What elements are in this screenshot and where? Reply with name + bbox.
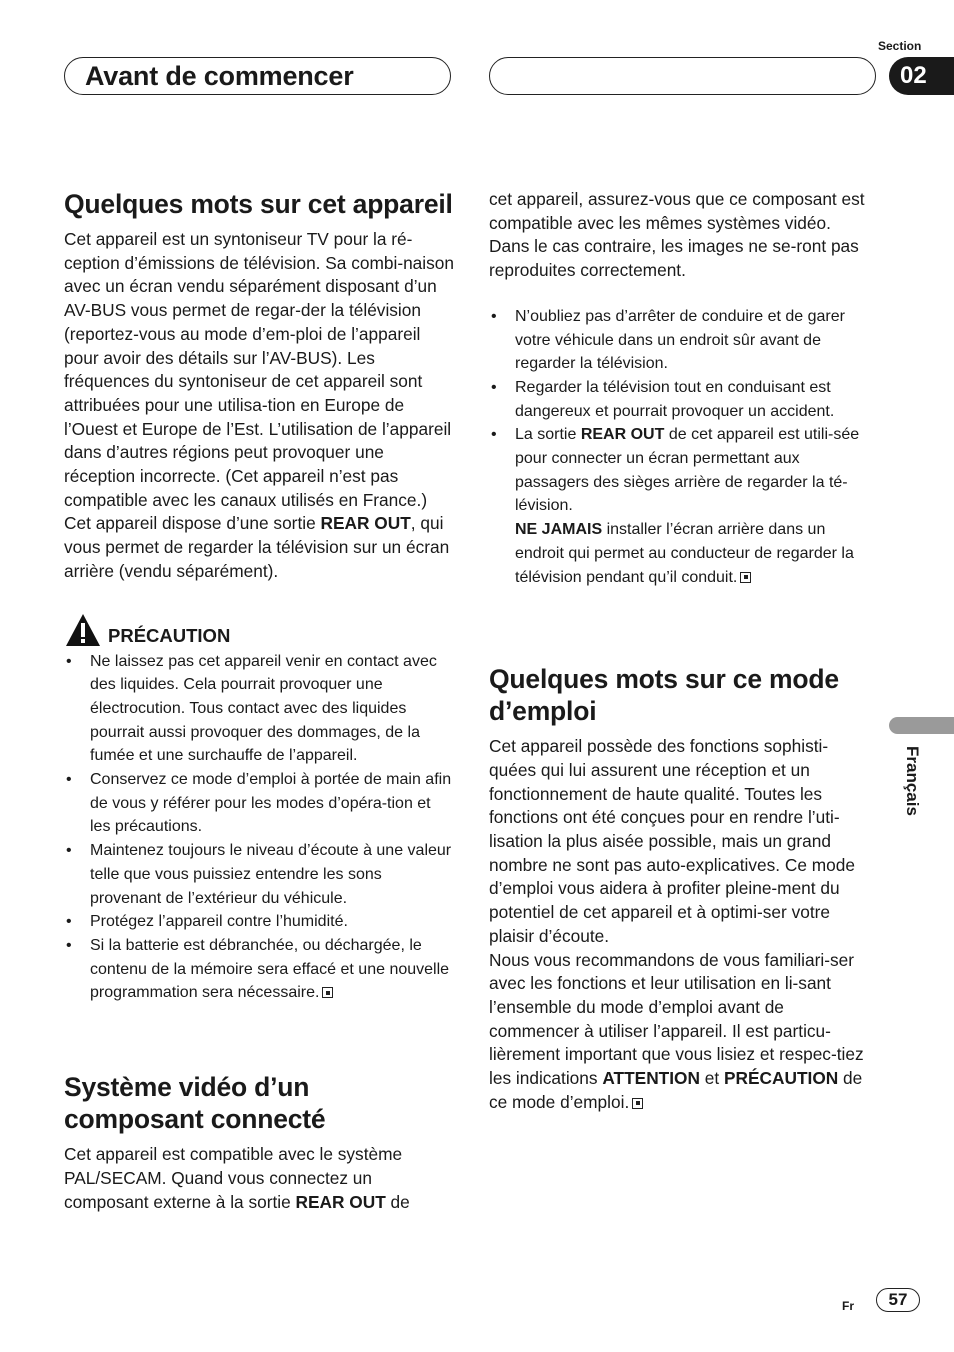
section-paragraph: Nous vous recommandons de vous familiari-ser avec les fonctions et leur utilisation en li-sant l’ensemble du mode d’emploi avant de commencer à utiliser l’appareil. Il est particu-lièrement important que vous lisiez et respec-tiez les indications ATTENTION et PRÉCAUTION de ce mode d’emploi.	[489, 949, 864, 1112]
caution-item: • Maintenez toujours le niveau d’écoute à une valeur telle que vous puissiez entendre les sons provenant de l’extérieur du véhicule.	[64, 839, 454, 910]
caution-item: • Ne laissez pas cet appareil venir en contact avec des liquides. Cela pourrait provoquer une électrocution. Tous contact avec des liquides pourrait aussi provoquer des dommages, de la fumée et une surchauffe de l’appareil.	[64, 650, 454, 769]
end-mark-icon	[322, 987, 333, 998]
warning-icon	[64, 612, 102, 648]
caution-item: • Si la batterie est débranchée, ou déchargée, le contenu de la mémoire sera effacé et une nouvelle programmation sera nécessaire.	[64, 934, 454, 1005]
caution-list	[64, 650, 454, 1006]
footer-language-code: Fr	[842, 1299, 854, 1313]
section-number-tab: 02	[889, 57, 954, 95]
section-paragraph: Cet appareil est compatible avec le système PAL/SECAM. Quand vous connectez un composant externe à la sortie REAR OUT de	[64, 1144, 410, 1212]
caution-title: PRÉCAUTION	[108, 624, 231, 646]
section-label: Section	[878, 39, 922, 53]
chapter-title: Avant de commencer	[85, 61, 354, 91]
end-mark-icon	[740, 572, 751, 583]
note-item: • La sortie REAR OUT de cet appareil est utili-sée pour connecter un écran permettant aux passagers des sièges arrière de regarder la té-lévision. NE JAMAIS installer l’écran arrière dans un endroit qui permet au conducteur de regarder la télévision pendant qu’il conduit.	[489, 423, 875, 589]
caution-item: • Protégez l’appareil contre l’humidité.	[64, 910, 454, 934]
left-column	[64, 188, 454, 1214]
caution-box	[64, 612, 454, 1006]
section-heading-video: Système vidéo d’un composant connecté	[64, 1072, 326, 1135]
section-paragraph-continued: cet appareil, assurez-vous que ce composant est compatible avec les mêmes systèmes vidéo. Dans le cas contraire, les images ne se-ront pas reproduites correctement.	[489, 189, 865, 281]
section-paragraph: Cet appareil possède des fonctions sophisti-quées qui lui assurent une réception et un fonctionnement de haute qualité. Toutes les fonctions ont été conçues pour en rendre l’uti-lisation la plus aisée possible, mais un grand nombre ne sont pas auto-explicatives. Ce mode d’emploi vous aidera à profiter pleine-ment du potentiel de cet appareil et à optimi-ser votre plaisir d’écoute.	[489, 736, 855, 946]
right-column	[489, 188, 875, 1115]
section-heading-appareil: Quelques mots sur cet appareil	[64, 189, 453, 219]
page-number: 57	[876, 1288, 920, 1312]
section-heading-mode-emploi: Quelques mots sur ce mode d’emploi	[489, 664, 839, 727]
notes-list	[489, 305, 875, 589]
header-empty-pill	[489, 57, 876, 95]
end-mark-icon	[632, 1098, 643, 1109]
note-item: • Regarder la télévision tout en conduisant est dangereux et pourrait provoquer un accident.	[489, 376, 875, 423]
language-label: Français	[903, 746, 922, 816]
section-paragraph: Cet appareil dispose d’une sortie REAR OUT, qui vous permet de regarder la télévision sur un écran arrière (vendu séparément).	[64, 513, 450, 581]
caution-item: • Conservez ce mode d’emploi à portée de main afin de vous y référer pour les modes d’opéra-tion et les précautions.	[64, 768, 454, 839]
language-tab	[889, 717, 954, 734]
note-item: • N’oubliez pas d’arrêter de conduire et de garer votre véhicule dans un endroit sûr avant de regarder la télévision.	[489, 305, 875, 376]
chapter-title-pill	[64, 57, 451, 95]
section-paragraph: Cet appareil est un syntoniseur TV pour la ré-ception d’émissions de télévision. Sa combi-naison avec un écran vendu séparément disposant d’un AV-BUS vous permet de regar-der la télévision (reportez-vous au mode d’em-ploi de l’appareil pour avoir des détails sur l’AV-BUS). Les fréquences du syntoniseur de cet appareil sont attribuées pour une utilisa-tion en Europe de l’Ouest et Europe de l’Est. L’utilisation de l’appareil dans d’autres régions peut provoquer une réception incorrecte. (Cet appareil n’est pas compatible avec les canaux utilisés en France.)	[64, 229, 454, 510]
